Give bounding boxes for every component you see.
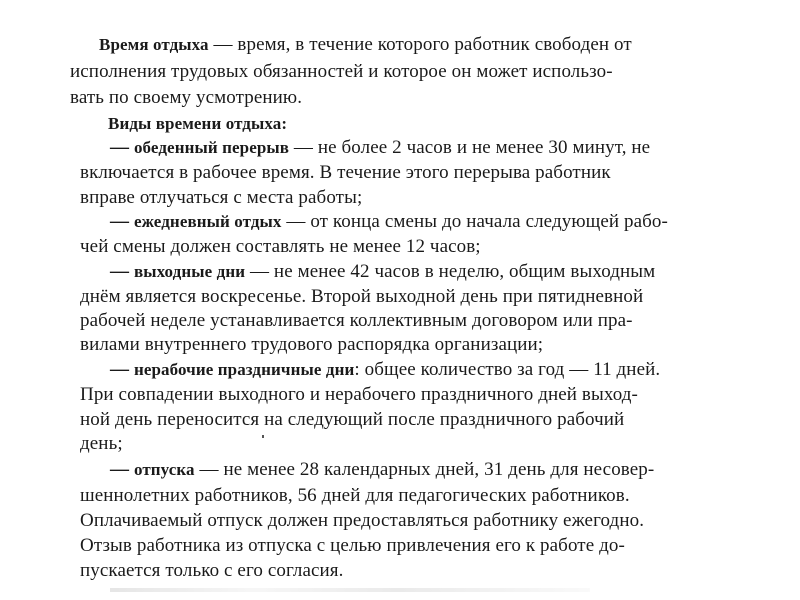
bullet-dash: —: [110, 137, 134, 158]
bullet-dash: —: [110, 459, 134, 480]
daily-rest-line-2: чей смены должен составлять не менее 12 часов;: [80, 236, 481, 257]
bullet-dash: —: [110, 211, 134, 232]
bullet-dash: —: [110, 261, 134, 282]
bullet-dash: —: [110, 359, 134, 380]
lunch-break-line-1: [110, 137, 650, 159]
definition-text: — время, в течение которого работник свободен от: [208, 34, 632, 55]
daily-rest-line-1: [110, 211, 668, 233]
term-rest-time: Время отдыха: [99, 35, 209, 54]
vacation-line-2: шеннолетних работников, 56 дней для педагогических работников.: [80, 485, 630, 506]
definition-line-3: вать по своему усмотрению.: [70, 87, 303, 108]
term-weekend: выходные дни: [133, 262, 246, 281]
lunch-break-text: — не более 2 часов и не менее 30 минут, не: [289, 137, 651, 158]
term-lunch-break: обеденный перерыв: [133, 138, 290, 157]
vacation-text: — не менее 28 календарных дней, 31 день для несовер-: [194, 459, 655, 480]
daily-rest-text: — от конца смены до начала следующей рабо-: [281, 211, 668, 232]
holidays-line-3: ной день переносится на следующий после праздничного рабочий: [80, 409, 625, 430]
vacation-line-5: пускается только с его согласия.: [80, 560, 344, 581]
definition-line-1: [99, 34, 632, 56]
lunch-break-line-2: включается в рабочее время. В течение этого перерыва работник: [80, 162, 611, 183]
vacation-line-1: [110, 459, 654, 481]
term-daily-rest: ежедневный отдых: [133, 212, 282, 231]
holidays-text: : общее количество за год — 11 дней.: [354, 359, 661, 380]
weekend-text: — не менее 42 часов в неделю, общим выходным: [245, 261, 656, 282]
weekend-line-3: рабочей неделе устанавливается коллективным договором или пра-: [80, 310, 633, 331]
term-holidays: нерабочие праздничные дни: [133, 360, 355, 379]
holidays-line-2: При совпадении выходного и нерабочего праздничного дней выход-: [80, 384, 638, 405]
scan-bottom-edge: [110, 588, 590, 592]
vacation-line-4: Отзыв работника из отпуска с целью привлечения его к работе до-: [80, 535, 625, 556]
definition-line-2: исполнения трудовых обязанностей и которое он может использо-: [70, 61, 613, 82]
holidays-line-1: [110, 359, 660, 381]
holidays-line-4: день;: [80, 433, 123, 454]
section-heading: Виды времени отдыха:: [108, 114, 288, 133]
weekend-line-4: вилами внутреннего трудового распорядка организации;: [80, 334, 544, 355]
vacation-line-3: Оплачиваемый отпуск должен предоставляться работнику ежегодно.: [80, 510, 645, 531]
term-vacation: отпуска: [133, 460, 195, 479]
lunch-break-line-3: вправе отлучаться с места работы;: [80, 187, 363, 208]
weekend-line-2: днём является воскресенье. Второй выходной день при пятидневной: [80, 286, 644, 307]
weekend-line-1: [110, 261, 655, 283]
scan-speck: [262, 435, 264, 438]
